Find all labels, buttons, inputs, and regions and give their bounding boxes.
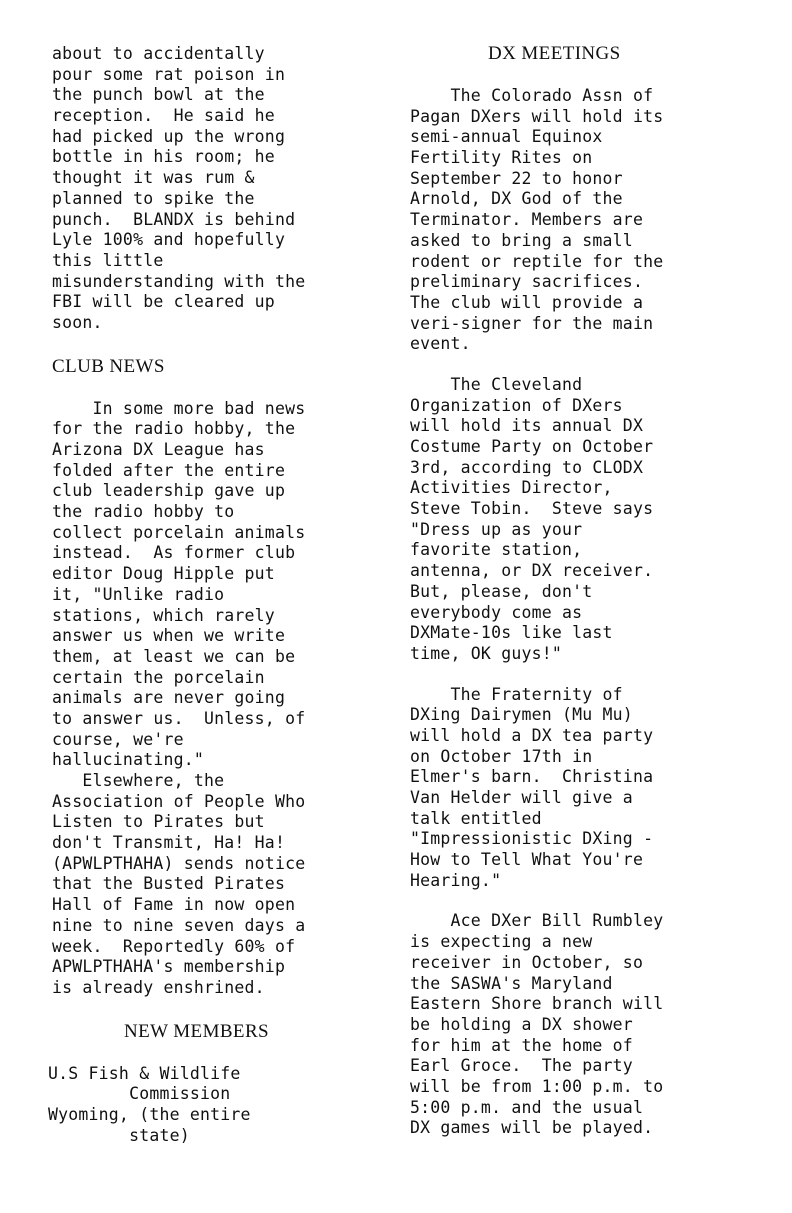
new-members-list xyxy=(48,1064,382,1147)
text-line: nine to nine seven days a xyxy=(52,915,306,935)
list-item: state) xyxy=(48,1125,190,1145)
text-line: receiver in October, so xyxy=(410,952,644,972)
text-line: Association of People Who xyxy=(52,791,306,811)
text-line: everybody come as xyxy=(410,602,583,622)
text-line: APWLPTHAHA's membership xyxy=(52,957,286,977)
meeting-paragraph-1 xyxy=(410,86,750,355)
text-line: bottle in his room; he xyxy=(52,147,275,167)
text-line: Arizona DX League has xyxy=(52,440,265,459)
text-line: "Dress up as your xyxy=(410,519,583,539)
text-line: certain the porcelain xyxy=(52,667,265,687)
text-line: animals are never going xyxy=(52,688,286,708)
meeting-paragraph-4 xyxy=(410,911,750,1139)
right-column xyxy=(410,44,750,1139)
text-line: In some more bad news xyxy=(52,398,306,418)
list-item: U.S Fish & Wildlife xyxy=(48,1063,241,1083)
text-line: (APWLPTHAHA) sends notice xyxy=(52,853,306,873)
club-news-paragraph-1 xyxy=(52,399,382,771)
text-line: The club will provide a xyxy=(410,292,644,312)
text-line: will be from 1:00 p.m. to xyxy=(410,1076,664,1096)
club-news-heading: CLUB NEWS xyxy=(52,355,165,377)
text-line: hallucinating." xyxy=(52,750,205,770)
text-line: week. Reportedly 60% of xyxy=(52,936,296,956)
text-line: reception. He said he xyxy=(52,106,275,126)
dx-meetings-heading: DX MEETINGS xyxy=(488,43,621,64)
text-line: it, "Unlike radio xyxy=(52,584,225,604)
text-line: this little xyxy=(52,250,164,270)
text-line: editor Doug Hipple put xyxy=(52,564,275,584)
text-line: asked to bring a small xyxy=(410,230,633,250)
text-line: FBI will be cleared up xyxy=(52,292,275,312)
text-line: the punch bowl at the xyxy=(52,85,265,105)
text-line: will hold a DX tea party xyxy=(410,725,654,745)
text-line: pour some rat poison in xyxy=(52,64,286,84)
text-line: club leadership gave up xyxy=(52,481,286,501)
text-line: Lyle 100% and hopefully xyxy=(52,230,286,250)
text-line: The Fraternity of xyxy=(410,684,623,704)
text-line: antenna, or DX receiver. xyxy=(410,561,654,581)
text-line: is expecting a new xyxy=(410,932,593,952)
text-line: DXMate-10s like last xyxy=(410,623,613,643)
text-line: them, at least we can be xyxy=(52,646,296,666)
meeting-paragraph-3 xyxy=(410,685,750,892)
text-line: Listen to Pirates but xyxy=(52,812,265,832)
text-line: thought it was rum & xyxy=(52,168,255,188)
text-line: DXing Dairymen (Mu Mu) xyxy=(410,705,633,725)
text-line: Eastern Shore branch will xyxy=(410,994,664,1014)
list-item: Wyoming, (the entire xyxy=(48,1104,251,1124)
text-line: Organization of DXers xyxy=(410,395,623,415)
text-line: Terminator. Members are xyxy=(410,210,644,230)
text-line: Hearing." xyxy=(410,870,502,890)
text-line: "Impressionistic DXing - xyxy=(410,829,654,849)
text-line: But, please, don't xyxy=(410,581,593,601)
text-line: DX games will be played. xyxy=(410,1118,654,1138)
text-line: time, OK guys!" xyxy=(410,643,563,663)
text-line: misunderstanding with the xyxy=(52,271,306,291)
text-line: event. xyxy=(410,334,471,354)
text-line: the radio hobby to xyxy=(52,502,235,522)
text-line: Fertility Rites on xyxy=(410,148,593,168)
text-line: had picked up the wrong xyxy=(52,126,286,146)
text-line: rodent or reptile for the xyxy=(410,251,664,271)
text-line: The Cleveland xyxy=(410,374,583,394)
text-line: for the radio hobby, the xyxy=(52,419,296,439)
text-line: answer us when we write xyxy=(52,626,286,646)
left-column xyxy=(48,44,382,1146)
text-line: Elsewhere, the xyxy=(52,771,225,790)
new-members-heading: NEW MEMBERS xyxy=(124,1020,269,1042)
text-line: semi-annual Equinox xyxy=(410,127,603,147)
text-line: Steve Tobin. Steve says xyxy=(410,499,654,519)
text-line: will hold its annual DX xyxy=(410,416,644,436)
text-line: preliminary sacrifices. xyxy=(410,272,644,292)
text-line: to answer us. Unless, of xyxy=(52,708,306,728)
text-line: course, we're xyxy=(52,729,184,749)
text-line: Pagan DXers will hold its xyxy=(410,106,664,126)
list-item: Commission xyxy=(48,1084,231,1104)
text-line: The Colorado Assn of xyxy=(410,86,654,105)
text-line: talk entitled xyxy=(410,808,542,828)
text-line: on October 17th in xyxy=(410,746,593,766)
text-line: 3rd, according to CLODX xyxy=(410,457,644,477)
text-line: Earl Groce. The party xyxy=(410,1056,633,1076)
text-line: September 22 to honor xyxy=(410,168,623,188)
text-line: Hall of Fame in now open xyxy=(52,895,296,915)
continued-article xyxy=(52,44,382,334)
text-line: How to Tell What You're xyxy=(410,850,644,870)
text-line: 5:00 p.m. and the usual xyxy=(410,1097,644,1117)
text-line: be holding a DX shower xyxy=(410,1014,633,1034)
text-line: Van Helder will give a xyxy=(410,788,633,807)
text-line: Ace DXer Bill Rumbley xyxy=(410,911,664,931)
text-line: instead. As former club xyxy=(52,543,296,563)
text-line: veri-signer for the main xyxy=(410,313,654,333)
meeting-paragraph-2 xyxy=(410,375,750,665)
club-news-paragraph-2 xyxy=(52,771,382,999)
text-line: punch. BLANDX is behind xyxy=(52,209,296,229)
text-line: favorite station, xyxy=(410,540,583,560)
text-line: Activities Director, xyxy=(410,478,613,498)
text-line: soon. xyxy=(52,312,103,332)
text-line: Costume Party on October xyxy=(410,437,654,456)
text-line: about to accidentally xyxy=(52,44,265,63)
text-line: collect porcelain animals xyxy=(52,522,306,542)
text-line: planned to spike the xyxy=(52,188,255,208)
text-line: stations, which rarely xyxy=(52,605,275,625)
text-line: Elmer's barn. Christina xyxy=(410,767,654,787)
text-line: for him at the home of xyxy=(410,1035,633,1055)
text-line: folded after the entire xyxy=(52,460,286,480)
text-line: that the Busted Pirates xyxy=(52,874,286,894)
text-line: is already enshrined. xyxy=(52,977,265,997)
text-line: Arnold, DX God of the xyxy=(410,189,623,209)
text-line: don't Transmit, Ha! Ha! xyxy=(52,833,286,853)
text-line: the SASWA's Maryland xyxy=(410,973,613,993)
